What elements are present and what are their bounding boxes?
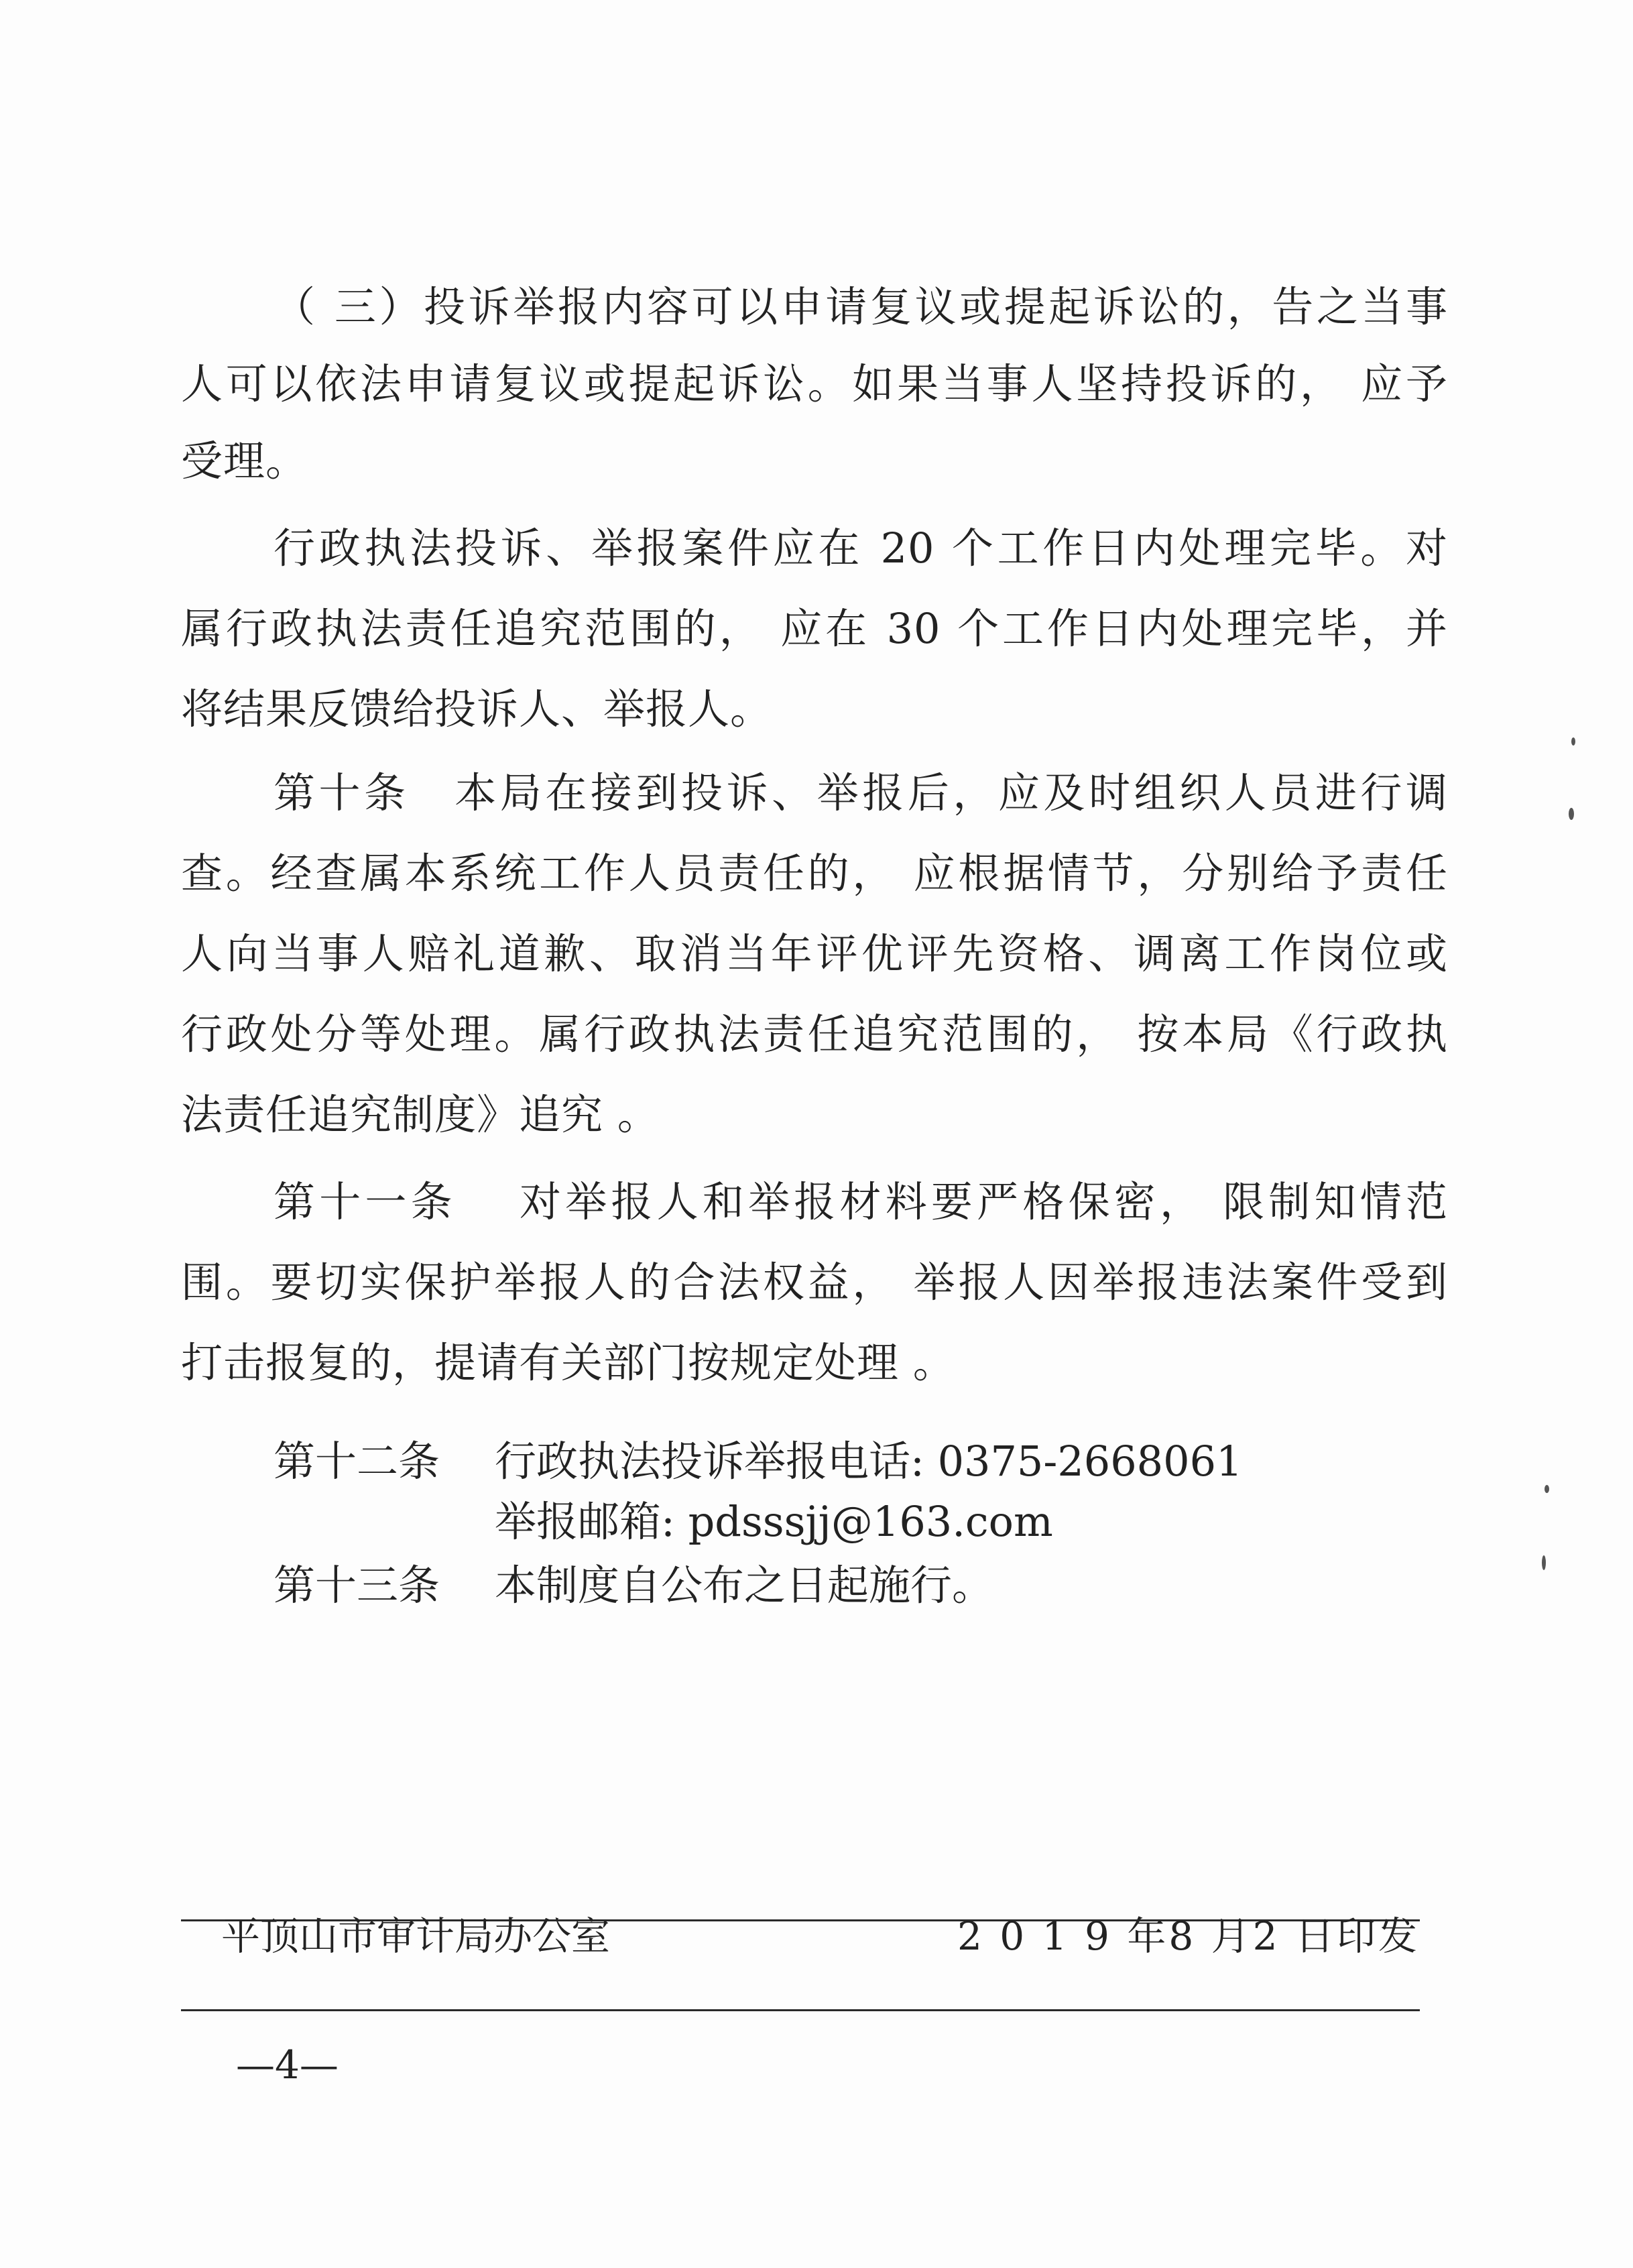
footer-issuer: 平顶山市审计局办公室 — [221, 1913, 611, 1959]
complaint-phone: 行政执法投诉举报电话: 0375-2668061 — [495, 1437, 1243, 1486]
paragraph-1-line-2: 人可以依法申请复议或提起诉讼。如果当事人坚持投诉的， 应予 — [181, 359, 1448, 408]
paragraph-1-line-3: 受理。 — [181, 436, 308, 485]
article-13-label: 第十三条 — [274, 1561, 440, 1610]
paragraph-2-line-2: 属行政执法责任追究范围的， 应在 30 个工作日内处理完毕，并 — [181, 604, 1448, 653]
paragraph-1-line-1: （ 三）投诉举报内容可以申请复议或提起诉讼的，告之当事 — [274, 282, 1448, 331]
article-10-line-1: 第十条 本局在接到投诉、举报后，应及时组织人员进行调 — [274, 768, 1448, 817]
scan-speck — [1542, 1555, 1546, 1570]
footer-date: 2 0 1 9 年8 月2 日印发 — [957, 1913, 1420, 1959]
page-number: —4— — [236, 2042, 339, 2088]
scan-speck — [1571, 737, 1575, 745]
article-11-line-3: 打击报复的，提请有关部门按规定处理 。 — [181, 1338, 955, 1387]
article-10-line-2: 查。经查属本系统工作人员责任的， 应根据情节，分别给予责任 — [181, 849, 1448, 898]
scan-speck — [1545, 1485, 1549, 1493]
article-11-line-1: 第十一条 对举报人和举报材料要严格保密， 限制知情范 — [274, 1177, 1448, 1226]
paragraph-2-line-1: 行政执法投诉、举报案件应在 20 个工作日内处理完毕。对 — [274, 524, 1448, 573]
article-10-line-3: 人向当事人赔礼道歉、取消当年评优评先资格、调离工作岗位或 — [181, 929, 1448, 978]
article-11-line-2: 围。要切实保护举报人的合法权益， 举报人因举报违法案件受到 — [181, 1258, 1448, 1307]
paragraph-2-line-3: 将结果反馈给投诉人、举报人。 — [181, 684, 773, 733]
footer-bottom-rule — [181, 2009, 1420, 2011]
article-13-text: 本制度自公布之日起施行。 — [495, 1561, 994, 1610]
scan-speck — [1569, 808, 1574, 820]
article-12-label: 第十二条 — [274, 1437, 440, 1486]
complaint-email: 举报邮箱: pdsssjj@163.com — [495, 1497, 1053, 1546]
article-10-line-4: 行政处分等处理。属行政执法责任追究范围的， 按本局《行政执 — [181, 1010, 1448, 1059]
article-10-line-5: 法责任追究制度》追究 。 — [181, 1090, 660, 1139]
